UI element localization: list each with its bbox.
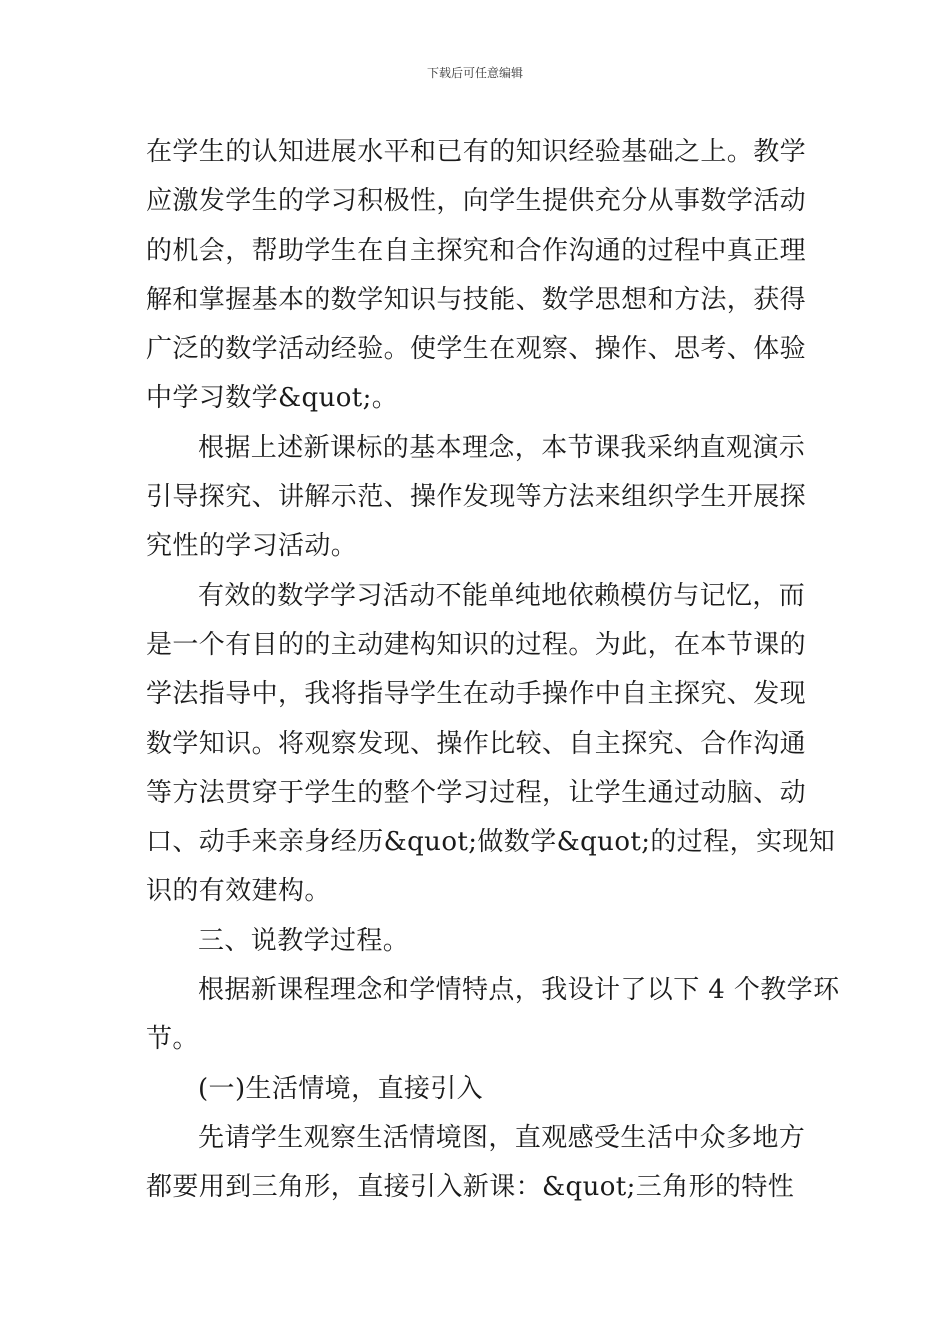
- text-line: 都要用到三角形，直接引入新课：&quot;三角形的特性: [146, 1172, 795, 1203]
- paragraph-start-line: 根据新课程理念和学情特点，我设计了以下 4 个教学环: [198, 975, 840, 1006]
- text-line: 究性的学习活动。: [146, 531, 358, 562]
- text-line: 学法指导中，我将指导学生在动手操作中自主探究、发现: [146, 679, 807, 710]
- text-line: 的机会，帮助学生在自主探究和合作沟通的过程中真正理: [146, 235, 807, 266]
- paragraph-start-line: 先请学生观察生活情境图，直观感受生活中众多地方: [198, 1122, 806, 1153]
- subsection-heading: (一)生活情境，直接引入: [198, 1073, 484, 1104]
- text-line: 节。: [146, 1024, 199, 1055]
- text-line: 引导探究、讲解示范、操作发现等方法来组织学生开展探: [146, 482, 807, 513]
- text-line: 在学生的认知进展水平和已有的知识经验基础之上。教学: [146, 137, 807, 167]
- paragraph-start-line: 有效的数学学习活动不能单纯地依赖模仿与记忆，而: [198, 580, 806, 611]
- text-line: 解和掌握基本的数学知识与技能、数学思想和方法，获得: [146, 284, 807, 315]
- page-header: 下载后可任意编辑: [426, 66, 523, 80]
- text-line: 识的有效建构。: [146, 876, 331, 907]
- text-line: 口、动手来亲身经历&quot;做数学&quot;的过程，实现知: [146, 827, 836, 858]
- text-line: 中学习数学&quot;。: [146, 383, 399, 414]
- text-line: 是一个有目的的主动建构知识的过程。为此，在本节课的: [146, 629, 807, 660]
- text-line: 广泛的数学活动经验。使学生在观察、操作、思考、体验: [146, 334, 807, 365]
- text-line: 数学知识。将观察发现、操作比较、自主探究、合作沟通: [146, 728, 807, 759]
- document-body: [146, 128, 840, 1213]
- paragraph-start-line: 根据上述新课标的基本理念，本节课我采纳直观演示: [198, 432, 806, 463]
- text-line: 应激发学生的学习积极性，向学生提供充分从事数学活动: [146, 186, 807, 217]
- section-heading: 三、说教学过程。: [198, 925, 410, 956]
- text-line: 等方法贯穿于学生的整个学习过程，让学生通过动脑、动: [146, 777, 807, 808]
